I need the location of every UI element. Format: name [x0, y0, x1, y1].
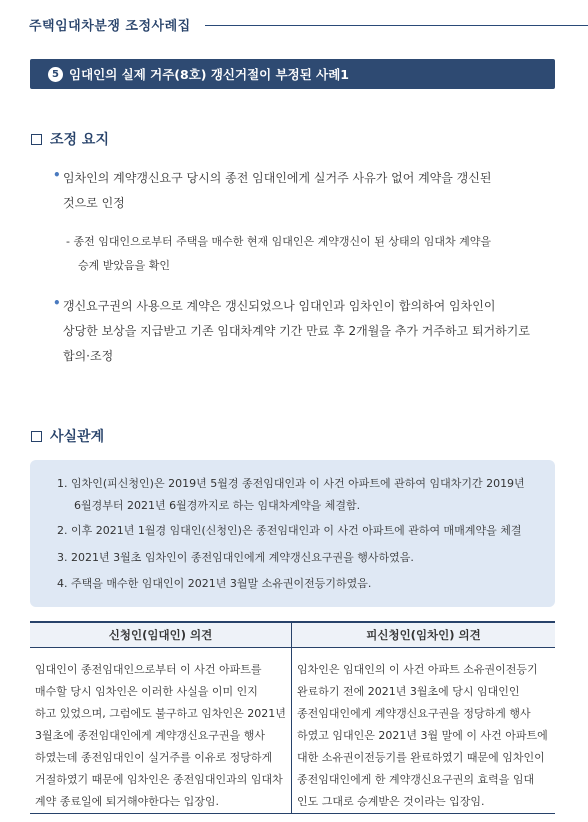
table-header-divider [30, 647, 555, 648]
summary-heading-label: 조정 요지 [50, 132, 109, 148]
document-header-title: 주택임대차분쟁 조정사례집 [29, 19, 191, 34]
applicant-opinion-line: 임대인이 종전임대인으로부터 이 사건 아파트를 [35, 663, 262, 676]
fact-item-1-line-1: 1. 임차인(피신청인)은 2019년 5월경 종전임대인과 이 사건 아파트에 관하여 임대차기간 2019년 [57, 477, 525, 490]
summary-bullet-1-line-2: 것으로 인정 [63, 196, 125, 210]
respondent-opinion-line: 인도 그대로 승계받은 것이라는 입장임. [297, 795, 485, 808]
table-header-respondent: 피신청인(임차인) 의견 [292, 623, 555, 647]
respondent-opinion-line: 종전임대인에게 한 계약갱신요구권의 효력을 임대 [297, 773, 535, 786]
summary-bullet-2-line-2: 상당한 보상을 지급받고 기존 임대차계약 기간 만료 후 2개월을 추가 거주하고 퇴거하기로 [63, 324, 530, 338]
applicant-opinion-line: 3월초에 종전임대인에게 계약갱신요구권을 행사 [35, 729, 266, 742]
summary-bullet-2-line-3: 합의·조정 [63, 349, 114, 363]
fact-item-2: 2. 이후 2021년 1월경 임대인(신청인)은 종전임대인과 이 사건 아파트에 관하여 매매계약을 체결 [57, 524, 522, 537]
table-header-applicant: 신청인(임대인) 의견 [30, 623, 291, 647]
fact-item-4: 4. 주택을 매수한 임대인이 2021년 3월말 소유권이전등기하였음. [57, 577, 372, 590]
applicant-opinion-line: 거절하였기 때문에 임차인은 종전임대인과의 임대차 [35, 773, 283, 786]
table-bottom-border [30, 813, 555, 814]
facts-box [30, 460, 555, 607]
applicant-opinion-line: 하였는데 종전임대인이 실거주를 이유로 정당하게 [35, 751, 273, 764]
respondent-opinion-line: 완료하기 전에 2021년 3월초에 당시 임대인인 [297, 685, 520, 698]
summary-sub-line-2: 승계 받았음을 확인 [78, 259, 171, 272]
checkbox-square-icon [31, 134, 42, 145]
checkbox-square-icon [31, 431, 42, 442]
summary-sub-line-1: - 종전 임대인으로부터 주택을 매수한 현재 임대인은 계약갱신이 된 상태의 임대차 계약을 [66, 235, 491, 248]
respondent-opinion-line: 하였고 임대인은 2021년 3월 말에 이 사건 아파트에 [297, 729, 548, 742]
respondent-opinion-cell [297, 659, 550, 813]
case-title: 임대인의 실제 거주(8호) 갱신거절이 부정된 사례1 [69, 67, 350, 82]
summary-bullet-1-line-1: 임차인의 계약갱신요구 당시의 종전 임대인에게 실거주 사유가 없어 계약을 갱신된 [63, 171, 492, 185]
bullet-dot-icon: • [53, 296, 61, 310]
case-title-banner [30, 59, 555, 89]
fact-item-1-line-2: 6월경부터 2021년 6월경까지로 하는 임대차계약을 체결함. [74, 499, 361, 512]
respondent-opinion-line: 임차인은 임대인의 이 사건 아파트 소유권이전등기 [297, 663, 538, 676]
applicant-opinion-line: 하고 있었으며, 그럼에도 불구하고 임차인은 2021년 [35, 707, 286, 720]
fact-item-3: 3. 2021년 3월초 임차인이 종전임대인에게 계약갱신요구권을 행사하였음. [57, 551, 414, 564]
summary-bullet-2-line-1: 갱신요구권의 사용으로 계약은 갱신되었으나 임대인과 임차인이 합의하여 임차인이 [63, 299, 496, 313]
header-divider [205, 25, 588, 26]
facts-heading-label: 사실관계 [50, 429, 105, 445]
applicant-opinion-cell [35, 659, 288, 813]
summary-heading [31, 129, 109, 149]
facts-heading [31, 426, 104, 446]
respondent-opinion-line: 대한 소유권이전등기를 완료하였기 때문에 임차인이 [297, 751, 545, 764]
case-number-badge: 5 [48, 67, 63, 82]
applicant-opinion-line: 매수할 당시 임차인은 이러한 사실을 이미 인지 [35, 685, 258, 698]
bullet-dot-icon: • [53, 168, 61, 182]
table-column-divider [291, 623, 292, 813]
respondent-opinion-line: 종전임대인에게 계약갱신요구권을 정당하게 행사 [297, 707, 531, 720]
applicant-opinion-line: 계약 종료일에 퇴거해야한다는 입장임. [35, 795, 220, 808]
